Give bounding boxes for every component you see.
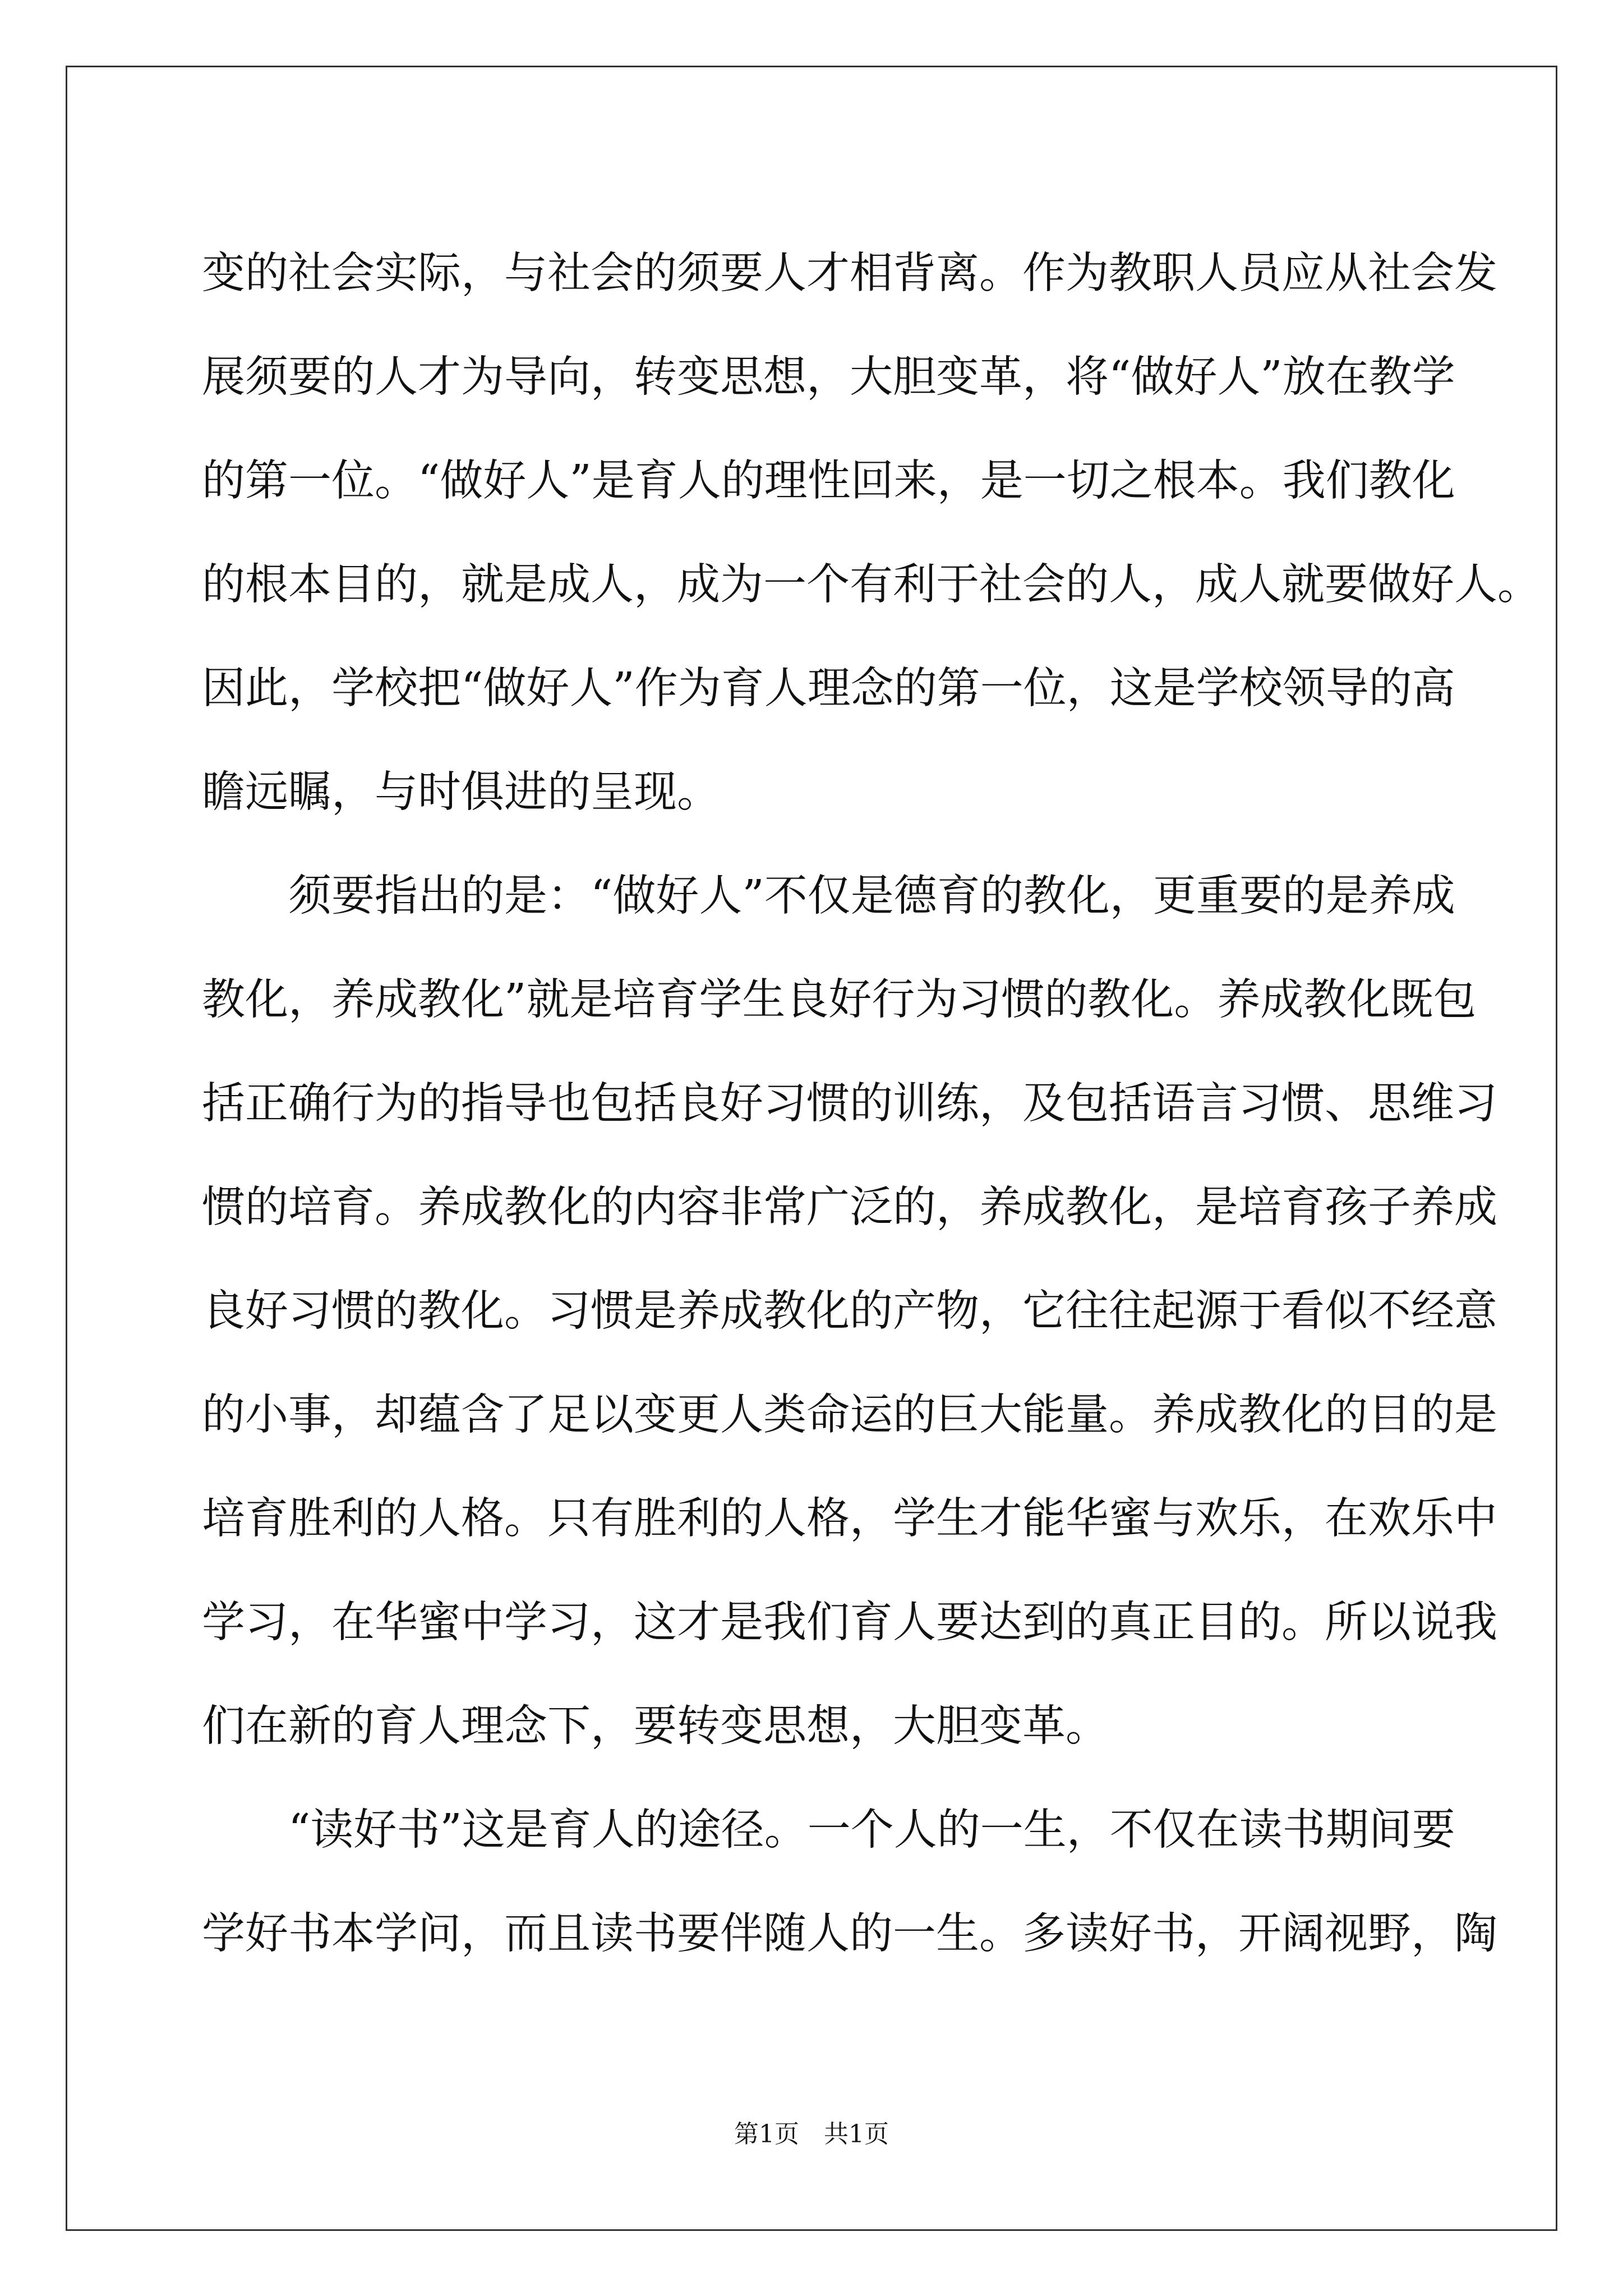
text-line: 括正确行为的指导也包括良好习惯的训练，及包括语言习惯、思维习 [202,1079,1497,1129]
text-line: 惯的培育。养成教化的内容非常广泛的，养成教化，是培育孩子养成 [202,1182,1497,1232]
text-line: 培育胜利的人格。只有胜利的人格，学生才能华蜜与欢乐，在欢乐中 [202,1494,1497,1544]
text-line: 瞻远瞩，与时俱进的呈现。 [202,767,720,817]
text-line: “读好书”这是育人的途径。一个人的一生，不仅在读书期间要 [202,1805,1455,1855]
text-line: 教化，养成教化”就是培育学生良好行为习惯的教化。养成教化既包 [202,975,1477,1025]
text-line: 展须要的人才为导向，转变思想，大胆变革，将“做好人”放在教学 [202,352,1455,402]
text-line: 的小事，却蕴含了足以变更人类命运的巨大能量。养成教化的目的是 [202,1390,1497,1440]
text-line: 因此，学校把“做好人”作为育人理念的第一位，这是学校领导的高 [202,664,1455,714]
text-line: 学好书本学问，而且读书要伴随人的一生。多读好书，开阔视野，陶 [202,1909,1497,1959]
text-line: 的根本目的，就是成人，成为一个有利于社会的人，成人就要做好人。 [202,560,1541,610]
text-line: 良好习惯的教化。习惯是养成教化的产物，它往往起源于看似不经意 [202,1286,1497,1336]
document-body [202,222,1541,1986]
text-line: 变的社会实际，与社会的须要人才相背离。作为教职人员应从社会发 [202,249,1497,298]
text-line: 须要指出的是：“做好人”不仅是德育的教化，更重要的是养成 [202,871,1455,921]
text-line: 的第一位。“做好人”是育人的理性回来，是一切之根本。我们教化 [202,456,1455,506]
text-line: 们在新的育人理念下，要转变思想，大胆变革。 [202,1701,1109,1751]
text-line: 学习，在华蜜中学习，这才是我们育人要达到的真正目的。所以说我 [202,1598,1497,1648]
page-footer: 第1页 共1页 [734,2120,889,2148]
